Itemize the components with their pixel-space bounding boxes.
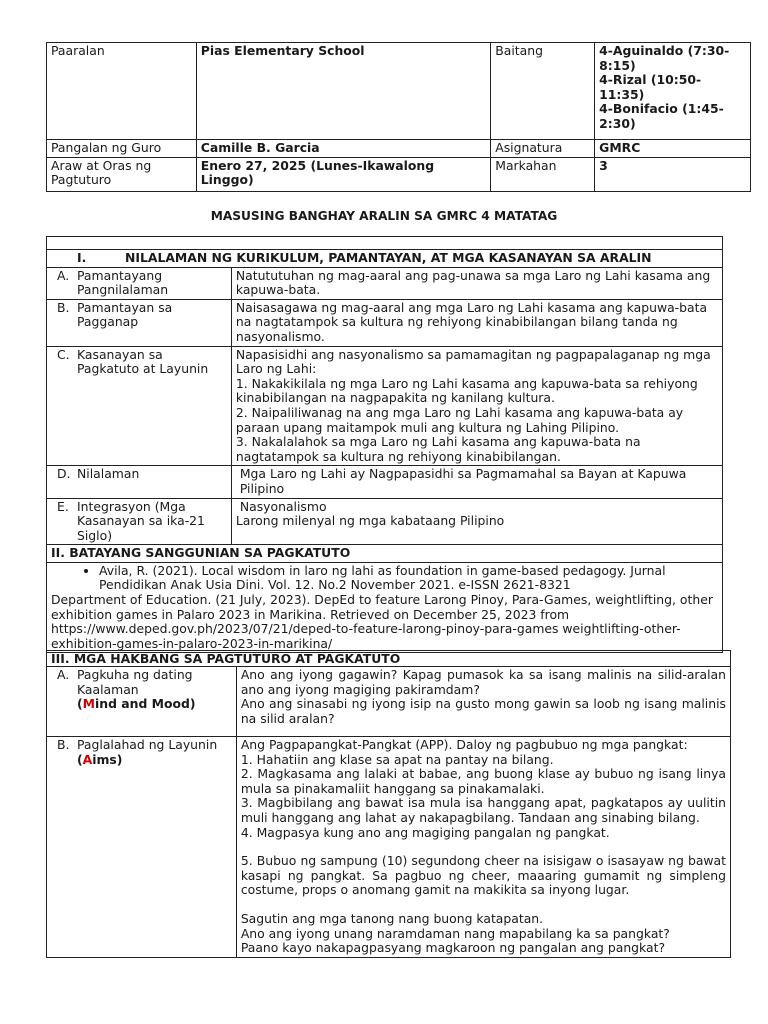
step-b-letter: B. [57, 737, 70, 752]
guro-value: Camille B. Garcia [196, 140, 490, 158]
header-table [46, 42, 751, 192]
document-title: MASUSING BANGHAY ARALIN SA GMRC 4 MATATAG [210, 209, 558, 223]
row-c [47, 346, 723, 466]
row-e-letter: E. [57, 498, 69, 514]
section1-title: NILALAMAN NG KURIKULUM, PAMANTAYAN, AT MGA KASANAYAN SA ARALIN [124, 250, 652, 265]
row-b-letter: B. [57, 299, 70, 315]
step-b-label: Paglalahad ng Layunin [77, 737, 218, 752]
baitang-3: 4-Bonifacio (1:45-2:30) [599, 101, 724, 131]
row-c-content: Napasisidhi ang nasyonalismo sa pamamagitan ng pagpapalaganap ng mga Laro ng Lahi: 1. Nakakikilala ng mga Laro ng Lahi kasama ang kapuwa-bata sa rehiyong kinabibilangan na nagpapakita ng kanilang kultura. 2. Naipaliliwanag na ang mga Laro ng Lahi kasama ang kapuwa-bata ay paraan upang maitampok muli ang kultura ng Lahing Pilipino. 3. Nakalalahok sa mga Laro ng Lahi kasama ang kapuwa-bata na nagtatampok sa kultura ng rehiyong kinabibilangan. [231, 346, 722, 466]
araw-label: Araw at Oras ng Pagtuturo [47, 157, 197, 191]
references-cell [47, 562, 723, 653]
step-a-content: Ano ang iyong gagawin? Kapag pumasok ka sa isang malinis na silid-aralan ano ang iyong magiging pakiramdam? Ano ang sinasabi ng iyong isip na gusto mong gawin sa loob ng isang malinis na silid aralan? [236, 667, 730, 737]
steps-table [46, 650, 731, 958]
reference-2: Department of Education. (21 July, 2023). DepEd to feature Larong Pinoy, Para-Games, weightlifting, other exhibition games in Palaro 2023 in Marikina. Retrieved on December 25, 2023 from https://www.deped.gov.ph/2023/07/21/deped-to-feature-larong-pinoy-para-games weightlifting-other-exhibition-games-in-palaro-2023-in-marikina/ [51, 592, 713, 651]
row-a [47, 267, 723, 299]
row-b [47, 299, 723, 346]
step-b-content: Ang Pagpapangkat-Pangkat (APP). Daloy ng pagbubuo ng mga pangkat: 1. Hahatiin ang klase sa apat na pantay na bilang. 2. Magkasama ang lalaki at babae, ang buong klase ay bubuo ng isang linya mula sa pinakamaliit hanggang sa pinakamalaki. 3. Magbibilang ang bawat isa mula isa hanggang apat, pagkatapos ay uulitin muli hanggang ang lahat ay nakapagbilang. Tandaan ang sinabing bilang. 4. Magpasya kung ano ang magiging pangalan ng pangkat. 5. Bubuo ng sampung (10) segundong cheer na isisigaw o isasayaw ng bawat kasapi ng pangkat. Sa pagbuo ng cheer, maaaring gumamit ng simpleng costume, props o anomang gamit na makikita sa inyong lugar. Sagutin ang mga tanong nang buong katapatan. Ano ang iyong unang naramdaman nang mapabilang ka sa pangkat? Paano kayo nakapagpasyang magkaroon ng pangalan ang pangkat? [236, 737, 730, 958]
step-b [47, 737, 731, 958]
row-d-content: Mga Laro ng Lahi ay Nagpapasidhi sa Pagmamahal sa Bayan at Kapuwa Pilipino [231, 466, 722, 498]
section1-heading [47, 250, 723, 268]
spacer-row [47, 237, 723, 250]
baitang-2: 4-Rizal (10:50-11:35) [599, 72, 702, 102]
step-b-tag: (Aims) [77, 751, 123, 767]
step-a-label: Pagkuha ng dating Kaalaman [77, 667, 193, 697]
row-a-letter: A. [57, 267, 70, 283]
section2-heading: II. BATAYANG SANGGUNIAN SA PAGKATUTO [47, 545, 723, 563]
row-b-content: Naisasagawa ng mag-aaral ang mga Laro ng Lahi kasama ang kapuwa-bata na nagtatampok sa kultura ng rehiyong kinabibilangan bilang tanda ng nasyonalismo. [231, 299, 722, 346]
curriculum-table [46, 236, 723, 653]
markahan-label: Markahan [491, 157, 595, 191]
paaralan-label: Paaralan [47, 43, 197, 140]
row-a-content: Natututuhan ng mag-aaral ang pag-unawa sa mga Laro ng Lahi kasama ang kapuwa-bata. [231, 267, 722, 299]
row-c-letter: C. [57, 346, 70, 362]
row-c-label: Kasanayan sa Pagkatuto at Layunin [77, 346, 209, 377]
row-e [47, 498, 723, 545]
row-e-content: Nasyonalismo Larong milenyal ng mga kabataang Pilipino [231, 498, 722, 545]
baitang-values [595, 43, 751, 140]
reference-1: • Avila, R. (2021). Local wisdom in laro ng lahi as foundation in game-based pedagogy. Jurnal Pendidikan Anak Usia Dini. Vol. 12. No.2 November 2021. e-ISSN 2621-8321 [99, 564, 718, 593]
row-a-label: Pamantayang Pangnilalaman [77, 267, 169, 298]
row-d-label: Nilalaman [77, 466, 140, 482]
row-b-label: Pamantayan sa Pagganap [77, 299, 173, 330]
asignatura-label: Asignatura [491, 140, 595, 158]
asignatura-value: GMRC [595, 140, 751, 158]
step-a-letter: A. [57, 667, 70, 682]
baitang-1: 4-Aguinaldo (7:30-8:15) [599, 43, 730, 73]
row-e-label: Integrasyon (Mga Kasanayan sa ika-21 Siglo) [77, 498, 205, 543]
section1-num: I. [77, 250, 87, 265]
section3-heading: III. MGA HAKBANG SA PAGTUTURO AT PAGKATUTO [47, 651, 731, 667]
markahan-value: 3 [595, 157, 751, 191]
baitang-label: Baitang [491, 43, 595, 140]
araw-value: Enero 27, 2025 (Lunes-Ikawalong Linggo) [196, 157, 490, 191]
step-a-tag: (Mind and Mood) [77, 696, 196, 712]
row-d [47, 466, 723, 498]
paaralan-value: Pias Elementary School [196, 43, 490, 140]
row-d-letter: D. [57, 466, 71, 482]
step-a [47, 667, 731, 737]
guro-label: Pangalan ng Guro [47, 140, 197, 158]
